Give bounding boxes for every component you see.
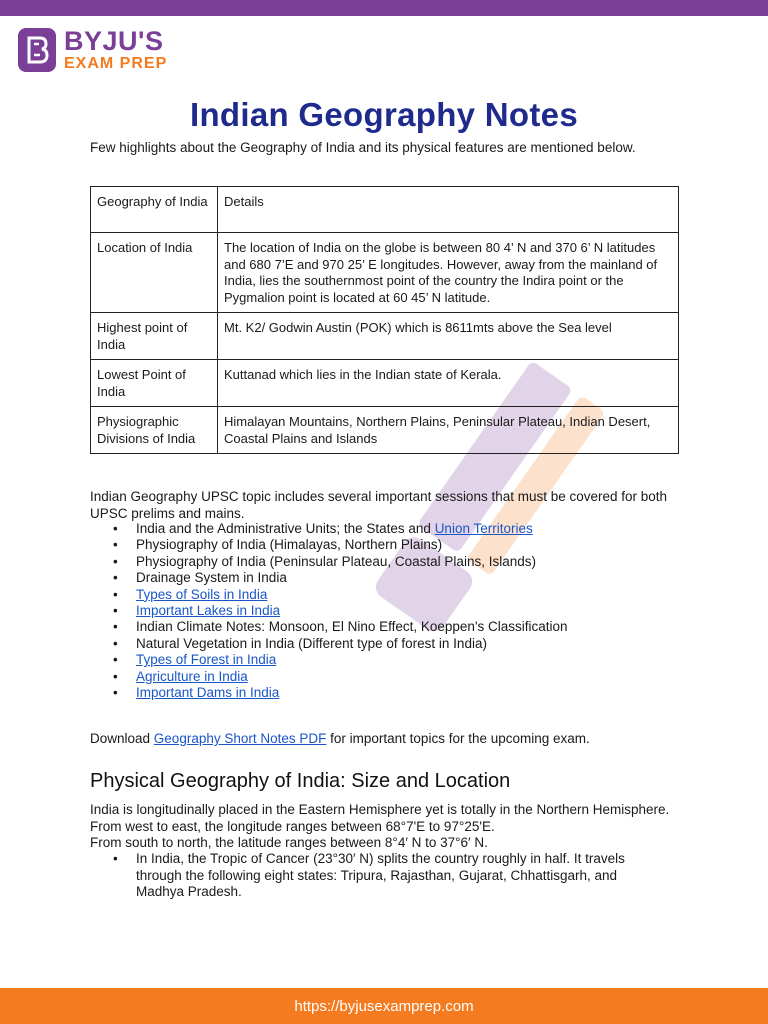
footer-url-link[interactable]: https://byjusexamprep.com — [294, 997, 474, 1015]
types-of-forest-link[interactable]: Types of Forest in India — [136, 652, 277, 668]
table-cell: Mt. K2/ Godwin Austin (POK) which is 8611mts above the Sea level — [218, 313, 679, 360]
bullet-icon: • — [113, 586, 118, 602]
table-cell: The location of India on the globe is between 80 4’ N and 370 6’ N latitudes and 680 7’E and 970 25’ E longitudes. However, away from the mainland of India, lies the southernmost point of the country the Indira point or the Pygmalion point is located at 60 45’ N latitude. — [218, 233, 679, 313]
bullet-icon: • — [113, 603, 118, 619]
list-item — [90, 603, 568, 619]
bullet-icon: • — [113, 635, 118, 651]
footer-bar — [0, 988, 768, 1024]
table-cell: Details — [218, 187, 679, 233]
list-item: • India and the Administrative Units; the States and Union Territories — [113, 521, 533, 536]
geography-table — [90, 186, 679, 454]
list-item: • Drainage System in India — [113, 570, 287, 586]
agriculture-link[interactable]: Agriculture in India — [136, 668, 248, 684]
download-line: Download Geography Short Notes PDF for important topics for the upcoming exam. — [90, 731, 590, 746]
bullet-icon: • — [113, 652, 118, 668]
table-cell: Location of India — [91, 233, 218, 313]
table-row — [91, 407, 679, 454]
list-item — [90, 652, 568, 668]
geography-notes-pdf-link[interactable]: Geography Short Notes PDF — [153, 731, 327, 746]
list-item: • Physiography of India (Peninsular Plateau, Coastal Plains, Islands) — [113, 553, 536, 569]
table-cell: Himalayan Mountains, Northern Plains, Peninsular Plateau, Indian Desert, Coastal Plains and Islands — [218, 407, 679, 454]
list-item: • In India, the Tropic of Cancer (23°30′ N) splits the country roughly in half. It travels through the following eight states: Tripura, Rajasthan, Gujarat, Chhattisgarh, and Madhya Pradesh. — [113, 851, 625, 899]
intro-text: Few highlights about the Geography of India and its physical features are mentioned below. — [90, 140, 636, 155]
important-lakes-link[interactable]: Important Lakes in India — [136, 603, 281, 619]
table-row — [91, 360, 679, 407]
facts-list — [90, 851, 650, 901]
bullet-icon: • — [113, 521, 118, 536]
types-of-soils-link[interactable]: Types of Soils in India — [136, 586, 268, 602]
topics-intro: Indian Geography UPSC topic includes several important sessions that must be covered for both UPSC prelims and mains. — [90, 489, 668, 521]
bullet-icon: • — [113, 553, 118, 569]
top-bar — [0, 0, 768, 16]
bullet-icon: • — [113, 570, 118, 586]
bullet-icon: • — [113, 851, 118, 866]
table-row — [91, 313, 679, 360]
table-cell: Kuttanad which lies in the Indian state of Kerala. — [218, 360, 679, 407]
table-cell: Physiographic Divisions of India — [91, 407, 218, 454]
topics-list — [90, 521, 568, 701]
section-paragraph: India is longitudinally placed in the Eastern Hemisphere yet is totally in the Northern Hemisphere. From west to east, the longitude ranges between 68°7'E to 97°25'E. From south to north, the latitude ranges between 8°4′ N to 37°6′ N. — [90, 802, 670, 850]
bullet-icon: • — [113, 537, 118, 553]
table-cell: Highest point of India — [91, 313, 218, 360]
section-heading: Physical Geography of India: Size and Location — [90, 770, 511, 792]
page-title: Indian Geography Notes — [190, 96, 578, 133]
list-item: • Physiography of India (Himalayas, Northern Plains) — [113, 537, 443, 553]
logo-sub: EXAM PREP — [64, 55, 168, 72]
bullet-icon: • — [113, 685, 118, 701]
list-item: • Indian Climate Notes: Monsoon, El Nino Effect, Koeppen's Classification — [113, 619, 568, 635]
logo-brand: BYJU'S — [64, 26, 164, 56]
table-row — [91, 233, 679, 313]
table-cell: Geography of India — [91, 187, 218, 233]
logo[interactable] — [18, 28, 167, 72]
list-item — [90, 685, 568, 701]
table-row — [91, 187, 679, 233]
bullet-icon: • — [113, 619, 118, 635]
bullet-icon: • — [113, 668, 118, 684]
list-item: • Natural Vegetation in India (Different type of forest in India) — [113, 635, 487, 651]
important-dams-link[interactable]: Important Dams in India — [136, 685, 280, 701]
list-item — [90, 587, 568, 603]
table-cell: Lowest Point of India — [91, 360, 218, 407]
byjus-logo-icon — [18, 28, 56, 72]
list-item — [90, 669, 568, 685]
union-territories-link[interactable]: Union Territories — [434, 521, 533, 536]
